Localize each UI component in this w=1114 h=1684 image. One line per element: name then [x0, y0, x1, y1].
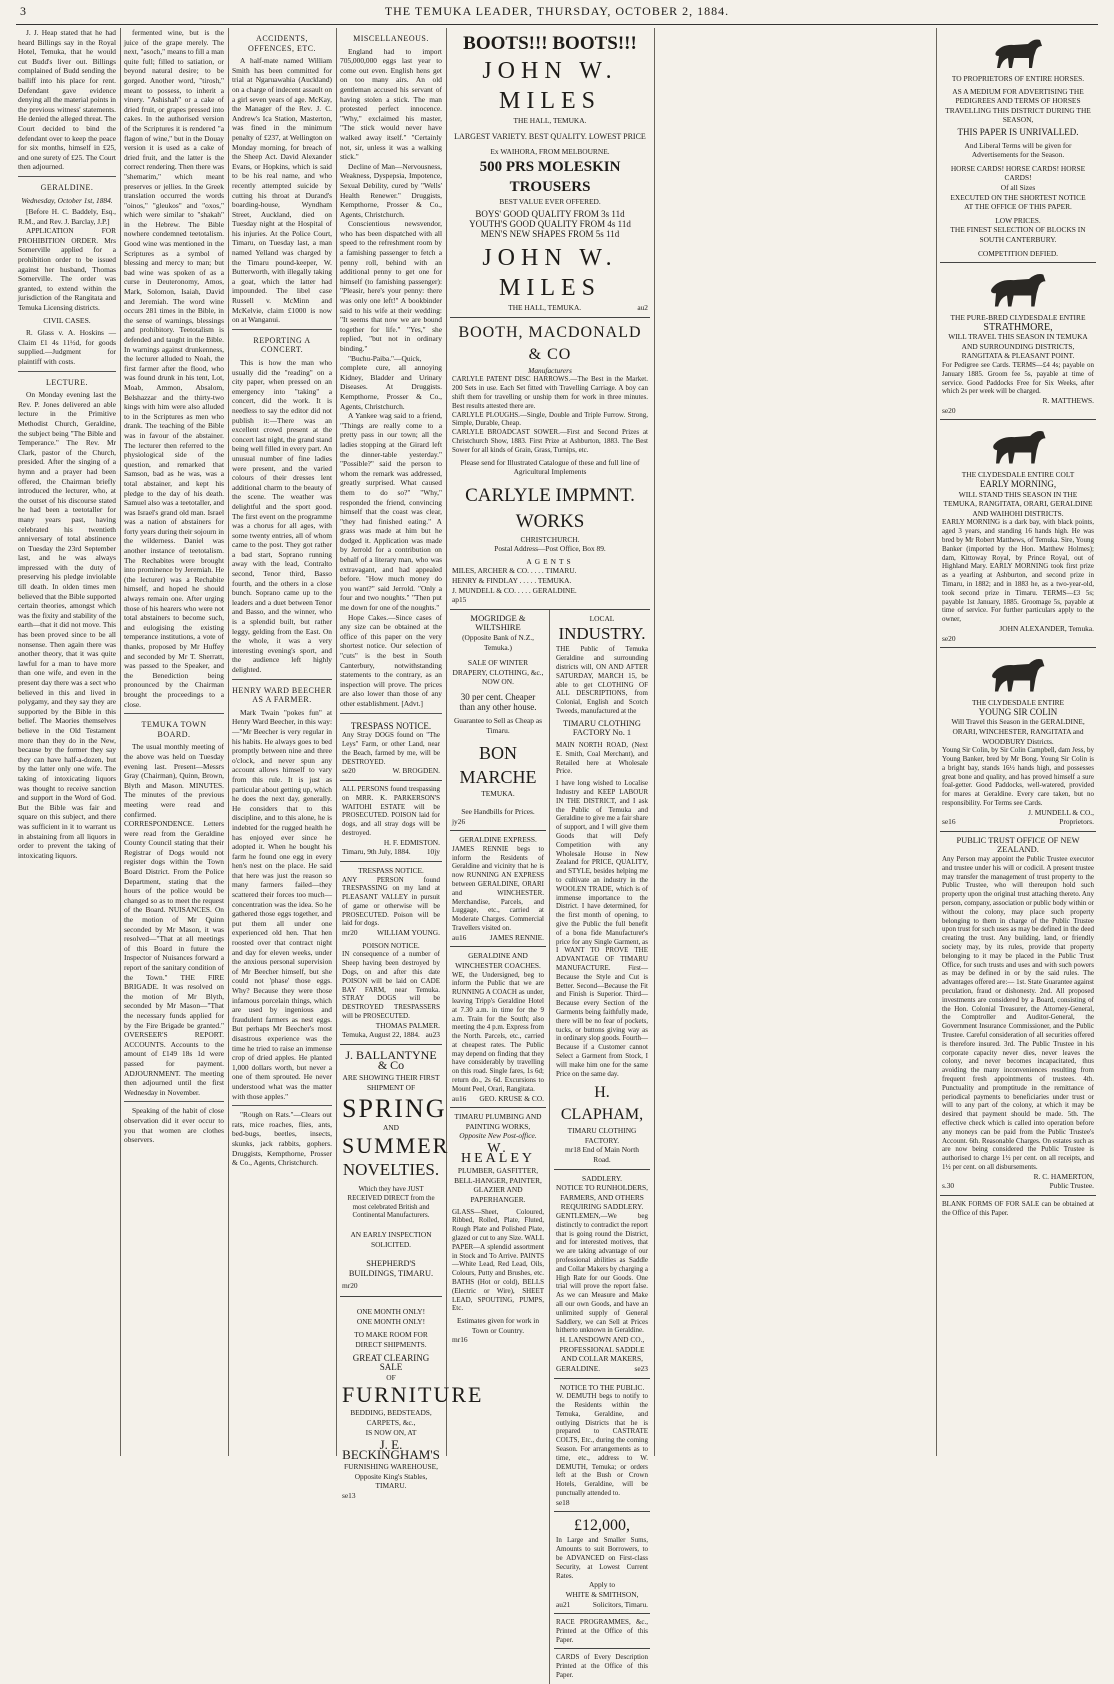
- ad-code: jy26: [452, 816, 466, 826]
- coaches-signature: GEO. KRUSE & CO.: [479, 1093, 544, 1103]
- postal-address: Postal Address—Post Office, Box 89.: [494, 544, 606, 554]
- competition-defied: COMPETITION DEFIED.: [977, 248, 1059, 258]
- coaches-ad: [450, 947, 546, 1108]
- mens-price: MEN'S NEW SHAPES FROM 5s 11d: [480, 228, 620, 239]
- largest-variety: LARGEST VARIETY. BEST QUALITY. LOWEST PRICE: [454, 131, 646, 141]
- early-inspection: AN EARLY INSPECTION SOLICITED.: [350, 1230, 432, 1249]
- civil-cases-text: R. Glass v. A. Hoskins — Claim £1 4s 11½d, for goods supplied.—Judgment for plaintiff with costs.: [18, 328, 116, 366]
- lecture-heading: LECTURE.: [46, 377, 88, 387]
- geraldine-express-ad: [450, 831, 546, 947]
- ad-code: se20: [942, 633, 956, 643]
- bon-marche-title: BON MARCHE: [459, 743, 537, 788]
- boots-title: BOOTS!!! BOOTS!!!: [463, 33, 637, 54]
- industry-text-2: I have long wished to Localise Industry and KEEP LABOUR IN THE DISTRICT, and I ask the Public of Temuka and Geraldine to give me a fair share of support, and I will give them Goods that will Defy Competition with any Wholesale House in New Zealand for PRICE, QUALITY, and STYLE, besides helping me to cultivate an industry in the WOOLEN TRADE, which is of immense importance to the District. I have determined, for the first month of opening, to give the Public the full benefit of a bona fide Manufacturer's price for any Single Garment, as I WANT TO PROVE THE ADVANTAGE OF TIMARU MANUFACTURE. First—Because the Style and Cut is Better. Second—Because the Fit and Finish is Superior. Third—Because every Section of the Garments being faithfully made, there will be no fear of pockets, tucks, or buttons giving way as in ordinary slop goods. Fourth—Because if a Customer cannot Select a Garment from Stock, I will make him one for the same Price on the same day.: [556, 779, 648, 1078]
- public-trust-text: Any Person may appoint the Public Trustee executor and trustee under his will or codicil. A present trustee may transfer the management of trust property to the Public Trustee, who will thereupon hold such property upon the original trust attaching thereto. Any person, company, association or public body within or without the colony, may place such property belonging to them in charge of the Public Trustee upon trust for such uses as may be defined in the deed creating the trust. Any building, land, or friendly society may, by its rules, provide that property belonging to it may be placed in the Public Trust Office, for such trusts and uses and with such powers as may be defined in or by the said rules. The advantages offered are:— 1st. State Guarantee against peculation, fraud or dishonesty. 2nd. All proposed investments are considered by a Board, consisting of the Hon. Colonial Treasurer, the Attorney-General, the Comptroller and Auditor-General, the Government Insurance Commissioner, and the Public Trustee. Careful consideration of all securities offered is therefore insured. 3rd. The Public Trustee in his corporate capacity never dies, never leaves the colony, and never becomes incapacitated, thus avoiding the many inconveniences resulting from frequent fresh appointments of trustees. 4th. Punctuality and promptitude in the remittance of periodical payments to beneficiaries under trust or will to any part of the colony, at which it may be desired that payment should be made. 5th. The effective check which is called into operation before any moneys can be paid from the Public Trustee's Account. 6th. Reasonable Charges. On estates such as are now being considered the Public Trustee is authorised to charge 1½ per cent. on all receipts, and 1½ per cent. on all disbursements.: [942, 855, 1094, 1171]
- poison-signature: THOMAS PALMER.: [375, 1020, 440, 1030]
- cards-ad: [554, 1649, 650, 1683]
- of-label: OF: [386, 1372, 396, 1382]
- column-rule: [446, 28, 447, 1456]
- industry-intro: LOCAL: [589, 613, 615, 623]
- youths-price: YOUTH'S GOOD QUALITY FROM 4s 11d: [469, 218, 631, 229]
- coaches-heading: GERALDINE AND WINCHESTER COACHES.: [455, 951, 541, 970]
- colin-signature: J. MUNDELL & CO.,: [1028, 807, 1094, 817]
- miles-address: THE HALL, TEMUKA.: [513, 116, 587, 125]
- divider: [18, 176, 116, 177]
- column-rule: [654, 28, 655, 1456]
- buchu-ad: "Buchu-Paiba."—Quick, complete cure, all annoying Kidney, Bladder and Urinary Diseases. At Druggists. Kempthorne, Prosser & Co., Agents, Christchurch.: [340, 353, 442, 411]
- hops-notice: Hope Cakes.—Since cases of any size can be obtained at the office of this paper on the very shortest notice. Our selection of "cuts" is the best in South Canterbury, notwithstanding statements to the contrary, as an inspection will prove. The prices are also lower than those of any other establishment. [Advt.]: [340, 612, 442, 708]
- express-text: JAMES RENNIE begs to inform the Residents of Geraldine and vicinity that he is now RUNNING AN EXPRESS between GERALDINE, ORARI and WINCHESTER. Merchandise, Parcels, and Luggage, etc., carried at Moderate Charges. Commercial Travellers visited on.: [452, 844, 544, 932]
- misc-text: England had to import 705,000,000 eggs last year to come out even. English hens get on too many airs. An old gentleman accused his servant of having stolen a stick. The man protested perfect innocence. "Why," exclaimed his master, "The stick would never have walked away itself." "Certainly not, sir, unless it was a walking stick.": [340, 46, 442, 162]
- page-number: 3: [20, 4, 27, 18]
- poison-heading: POISON NOTICE.: [362, 940, 420, 950]
- plumbing-address: Opposite New Post-office.: [459, 1131, 537, 1141]
- clothing-factory-title: TIMARU CLOTHING FACTORY No. 1: [563, 718, 641, 738]
- horse-illustration: [985, 426, 1051, 468]
- column-1: [18, 28, 116, 1456]
- percent-cheaper: 30 per cent. Cheaper than any other house.: [459, 692, 537, 712]
- trespass-signature: WILLIAM YOUNG.: [377, 928, 440, 938]
- column-3: [232, 28, 332, 1456]
- colin-travel: Will Travel this Season in the GERALDINE, ORARI, WINCHESTER, RANGITATA and WOODBURY Districts.: [951, 717, 1085, 746]
- poison-text: IN consequence of a number of Sheep having been destroyed by Dogs, on and after this date POISON will be laid on CADE BAY FARM, near Temuka. STRAY DOGS will be DESTROYED TRESPASSERS will be PROSECUTED.: [342, 950, 440, 1021]
- ad-code: au21: [556, 1599, 571, 1609]
- horse-cards: HORSE CARDS! HORSE CARDS! HORSE CARDS!: [950, 163, 1086, 183]
- ad-code: se23: [634, 1363, 648, 1373]
- strathmore-heading: THE PURE-BRED CLYDESDALE ENTIRE: [950, 313, 1086, 323]
- masthead-title: THE TEMUKA LEADER, THURSDAY, OCTOBER 2, 1884.: [384, 4, 730, 18]
- furniture-items: BEDDING, BEDSTEADS, CARPETS, &c.,: [350, 1408, 432, 1427]
- colin-name: YOUNG SIR COLIN: [978, 706, 1058, 717]
- and-label: AND: [382, 1123, 399, 1133]
- manufacturers-label: Manufacturers: [528, 365, 572, 375]
- clapham-factory: TIMARU CLOTHING FACTORY.: [567, 1126, 637, 1145]
- horse-illustration: [988, 34, 1048, 72]
- finest-blocks: THE FINEST SELECTION OF BLOCKS IN SOUTH CANTERBURY.: [950, 225, 1086, 244]
- miles-name: JOHN W. MILES: [482, 245, 618, 302]
- booth-title: BOOTH, MACDONALD & CO: [458, 323, 642, 363]
- clearing-sale: GREAT CLEARING SALE: [352, 1352, 430, 1373]
- beecher-text: Mark Twain "pokes fun" at Henry Ward Beecher, in this way:—"Mr Beecher is very regular in his habits. He always goes to bed promptly between nine and three o'clock, and never spun any account allows himself to vary from this rule. It is just as particular about getting up, which he does the next day, generally. He considers that to this discipline, and to this alone, he is indebted for the rugged health he has enjoyed ever since he adopted it. When he bought his farm he found one egg in every hen's nest on the place. He said that here was just the reason so many farmers failed—they scattered their forces too much—concentration was the idea. So he gathered those eggs together, and put them all under one experienced old hen. That hen roosted over that contract night and day for eleven weeks, under the anxious personal supervision of Mr Beecher himself, but she could not 'phase' those eggs. Why? Because they were those infamous porcelain things, which are used by ingenious and fraudulent farmers as nest eggs. But perhaps Mr Beecher's most disastrous experience was the time he tried to raise an immense crop of dried apples. He planted 1,000 dollars worth, but never a one of them sprouted. He never understood what was the matter with those apples.": [232, 707, 332, 1101]
- express-signature: JAMES RENNIE.: [489, 932, 544, 942]
- healey-trade: PLUMBER, GASFITTER, BELL-HANGER, PAINTER, GLAZIER AND PAPERHANGER.: [454, 1166, 542, 1205]
- trespass-text: ALL PERSONS found trespassing on MRR. K. PARKERSON'S WAITOHI ESTATE will be PROSECUTED. POISON laid for dogs, and all stray dogs will be destroyed.: [342, 784, 440, 837]
- mogridge-ad: [450, 610, 546, 831]
- ad-code: au2: [637, 303, 648, 313]
- plumbing-heading: TIMARU PLUMBING AND PAINTING WORKS,: [454, 1112, 542, 1131]
- ad-code: 10jy: [426, 847, 440, 857]
- moleskin-title: 500 PRS MOLESKIN TROUSERS: [479, 158, 621, 195]
- strathmore-terms: For Pedigree see Cards. TERMS—£4 4s; payable on January 1885. Groom fee 5s, payable at time of service. Good Paddocks Free for Six Weeks, after which 2s per week will be charged.: [942, 361, 1094, 396]
- mogridge-title: MOGRIDGE & WILTSHIRE: [470, 612, 526, 633]
- column-5: [450, 28, 650, 1680]
- healey-estimates: Estimates given for work in Town or Country.: [456, 1316, 540, 1335]
- town-board-text: The usual monthly meeting of the above was held on Tuesday evening last. Present—Messrs Gray (Chairman), Quinn, Brown, Blyth and Mason. MINUTES. The minutes of the previous meeting were read and confirmed. CORRESPONDENCE. Letters were read from the Geraldine County Council stating that their Registrar of Dogs would not register dogs within the Town Board District. From the Police Department, stating that the hours of the police would be changed so as to meet the request of the Board. NUISANCES. On the motion of Mr Quinn seconded by Mr Mason, it was resolved—"That at all meetings of this Board in future the Inspector of Nuisances forward a report of the sanitary condition of the Town." THE FIRE BRIGADE. It was resolved on the motion of Mr Blyth, seconded by Mr Mason—"That the necessary funds applied for by the Fire Brigade be granted." OVERSEER'S REPORT. ACCOUNTS. Accounts to the amount of £149 18s 1d were passed for payment. ADJOURNMENT. The meeting then adjourned until the first Wednesday in November.: [124, 742, 224, 1097]
- colin-proprietors: Proprietors.: [1059, 817, 1094, 827]
- solicitor-name: WHITE & SMITHSON,: [565, 1589, 639, 1599]
- ad-code: mr16: [452, 1335, 468, 1345]
- colt-body: EARLY MORNING is a dark bay, with black points, aged 3 years, and standing 16 hands high. He was bred by Mr Robert Matthews, of Temuka. Sire, Young Banker (imported by the Hon. Matthew Holmes); dam, Kittoway Royal, by Prince Royal, out of Highland Mary. EARLY MORNING took first prize as a yearling at Ashburton, and second prize in Timaru, in 1882; and in 1883 he, as a two-year-old, took second prize in Timaru. TERMS—£3 5s; payable 1st January, 1885. Groomage 5s, payable at time of service. For further particulars apply to the owner,: [942, 518, 1094, 624]
- strathmore-ad: [940, 263, 1096, 420]
- accidents-text: A half-mate named William Smith has been committed for trial at Ngaruawahia (Auckland) on a charge of indecent assault on a girl seven years of age. McKay, the Manager of the Rev. J. C. Andrew's Ica Station, Masterton, was fined in the minimum penalty of £237, at Wellington on Monday morning, for breach of the Sheep Act. David Alexander Evans, or Hopkins, which is said to be his real name, and who recently attempted suicide by cutting his throat at Durand's boarding-house, Wyndham Street, Auckland, died on Tuesday night at the Hospital of his injuries. At the Police Court, Timaru, on Tuesday last, a man named Yelland was charged by the Timaru pound-keeper, W. Butterworth, with illegally taking a goat, which the latter had impounded. The libel case Russell v. McMinn and McKelvie, claim £1000 is now on at Wanganui.: [232, 56, 333, 325]
- industry-text: THE Public of Temuka Geraldine and surrounding districts will, ON AND AFTER SATURDAY, MARCH 15, be able to get CLOTHING OF ALL DESCRIPTIONS, from Colonial, English and Scotch Tweeds, manufactured at the: [556, 645, 648, 716]
- colt-heading: THE CLYDESDALE ENTIRE COLT: [961, 470, 1075, 480]
- misc-text-3: A Yankee wag said to a friend, "Things are really come to a pretty pass in our town; all the ladies stopping at the Girard left the dinner-table yesterday." "Possible?" said the person to whom the remark was addressed, greatly surprised. What caused them to do so?" "Why," responded the friend, convincing himself that the coast was clear, "they had finished eating." A grass was made at him but he dodged it. Application was made by Jerrold for a contribution on behalf of a literary man, who was extravagant, and had appealed before. "How much money do you want?" said Jerrold. "Only a four and two noughts." "Then put me down for one of the noughts.": [340, 411, 442, 613]
- trespass-notice-brogden: [340, 718, 442, 781]
- saddlery-ad: [554, 1170, 650, 1379]
- rough-on-rats-ad: "Rough on Rats."—Clears out rats, mice roaches, flies, ants, bed-bugs, beetles, insects, skunks, jack rabbits, gophers. Druggists, Kempthorne, Prosser & Co., Agents, Christchurch.: [232, 1110, 332, 1168]
- ad-code: au16: [452, 1093, 467, 1103]
- office-label: AT THE OFFICE OF THIS PAPER.: [964, 202, 1072, 212]
- christchurch-label: CHRISTCHURCH.: [520, 534, 580, 544]
- ad-code: s.30: [942, 1181, 955, 1191]
- agents-label: AGENTS: [526, 556, 574, 566]
- coaches-text: WE, the Undersigned, beg to inform the Public that we are RUNNING A COACH as under, leaving Tripp's Geraldine Hotel at 7.30 a.m. in time for the 9 a.m. Train for the South; also meeting the 4 p.m. Express from the North. Parcels, etc., carried at cheapest rates. The Public may depend on finding that they have considerably by travelling on this road. Single fares, 1s 6d; return do., 2s 6d. Excursions to Mount Peel, Orari, Rangitata.: [452, 970, 544, 1093]
- colt-travel: WILL STAND THIS SEASON IN THE TEMUKA, RANGITATA, ORARI, GERALDINE AND WAIHOHI DISTRICTS.: [943, 489, 1093, 518]
- miles-address: THE HALL, TEMUKA.: [508, 303, 582, 313]
- saddlery-text: GENTLEMEN,—We beg distinctly to contradict the report that is going round the District, and for interested motives, that we are taking advantage of our professional abilities as Saddle and Collar Makers by charging a High Rate for our Goods. One trial will prove the report false. As we can Measure and Make all our own Goods, and have an unlimited supply of General Saddlery, we can Sell at Prices hitherto unknown in Geraldine.: [556, 1212, 648, 1335]
- mogridge-sale: SALE OF WINTER DRAPERY, CLOTHING, &c., NOW ON.: [452, 658, 544, 687]
- ad-code: se20: [942, 405, 956, 415]
- strathmore-name: STRATHMORE,: [983, 321, 1053, 333]
- civil-cases-heading: CIVIL CASES.: [43, 315, 91, 325]
- early-morning-ad: [940, 420, 1096, 648]
- strathmore-travel: WILL TRAVEL THIS SEASON IN TEMUKA AND SURROUNDING DISTRICTS, RANGITATA & PLEASANT POINT.: [948, 332, 1088, 361]
- colin-heading: THE CLYDESDALE ENTIRE: [971, 698, 1065, 708]
- clapham-name: H. CLAPHAM,: [560, 1084, 644, 1124]
- public-notice-heading: NOTICE TO THE PUBLIC.: [559, 1382, 645, 1392]
- decline-ad: Decline of Man—Nervousness, Weakness, Dyspepsia, Impotence, Sexual Debility, cured by "Wells' Health Renewer." Druggists, Kempthorne, Prosser & Co., Agents, Christchurch.: [340, 161, 442, 219]
- trespass-text: Any Stray DOGS found on "The Leys" Farm, or other Land, near the Beach, farmed by me, will be DESTROYED.: [342, 731, 440, 766]
- young-sir-colin-ad: [940, 648, 1096, 832]
- ballantyne-text: Which they have JUST RECEIVED DIRECT from the most celebrated British and Continental Manufacturers.: [347, 1185, 435, 1220]
- trespass-signature: W. BROGDEN.: [392, 766, 440, 776]
- ad-code: se18: [556, 1497, 570, 1507]
- column-rule: [228, 28, 229, 1456]
- horse-illustration: [985, 269, 1051, 311]
- executed-notice: EXECUTED ON THE SHORTEST NOTICE: [950, 192, 1086, 202]
- geraldine-date: Wednesday, October 1st, 1884.: [21, 195, 113, 205]
- lansdown-trade: PROFESSIONAL SADDLE AND COLLAR MAKERS,: [559, 1344, 645, 1364]
- booth-macdonald-ad: [450, 318, 650, 610]
- all-sizes: Of all Sizes: [1000, 182, 1036, 192]
- masthead-rule: [16, 24, 1098, 25]
- divider: [18, 371, 116, 372]
- trespass-notice-edmiston: [340, 781, 442, 862]
- horse-illustration: [985, 654, 1051, 696]
- loan-amount: £12,000,: [574, 1517, 630, 1535]
- ballantyne-intro: ARE SHOWING THEIR FIRST SHIPMENT OF: [342, 1073, 440, 1092]
- divider: [232, 1105, 332, 1106]
- court-report: J. J. Heap stated that he had heard Billings say in the Royal Hotel, Temuka, that he would cut Budd's liver out. Billings complained of Budd sending the bailiff into his place for rent. Defendant gave evidence denying all the material points in the previous witness' statements. He denied the alleged threat. The Court decided to bind the defendant over to keep the peace for six months, himself in £25, and one surety of £25. The Court then adjourned.: [18, 28, 116, 172]
- public-trust-heading: PUBLIC TRUST OFFICE OF NEW ZEALAND.: [956, 835, 1080, 855]
- ad-code: se20: [342, 766, 356, 776]
- strathmore-signature: R. MATTHEWS.: [1042, 396, 1094, 406]
- column-5-left: [450, 610, 550, 1684]
- ad-code: mr20: [342, 1280, 358, 1290]
- best-value: BEST VALUE EVER OFFERED.: [499, 196, 601, 206]
- trespass-date: Timaru, 9th July, 1884.: [342, 847, 411, 857]
- blank-forms-ad: [940, 1196, 1096, 1222]
- column-2: [124, 28, 224, 1456]
- public-trust-title: Public Trustee.: [1049, 1181, 1094, 1191]
- geraldine-report: APPLICATION FOR PROHIBITION ORDER. Mrs Somerville applied for a prohibition order to be issued against her husband, Thomas Somerville. The order was granted, to extend within the jurisdiction of the Rangitata and Temuka Licensing districts.: [18, 226, 116, 313]
- horse-advertising-ad: [940, 28, 1096, 263]
- saddlery-notice: NOTICE TO RUNHOLDERS, FARMERS, AND OTHERS REQUIRING SADDLERY.: [556, 1183, 648, 1212]
- apply-label: Apply to: [588, 1580, 616, 1590]
- industry-title: INDUSTRY.: [558, 624, 646, 644]
- ad-code: se16: [942, 817, 956, 827]
- proprietors-heading: TO PROPRIETORS OF ENTIRE HORSES.: [951, 74, 1085, 83]
- catalogue-text: Please send for Illustrated Catalogue of these and full line of Agricultural Implements: [460, 457, 640, 477]
- ex-waihora: Ex WAIHORA, FROM MELBOURNE.: [490, 147, 610, 157]
- public-trust-ad: [940, 832, 1096, 1196]
- sower-text: CARLYLE BROADCAST SOWER.—First and Second Prizes at Christchurch Show, 1883. First Prize at Ashburton, 1883. The Best Sower for all kinds of Grain, Grass, Turnips, etc.: [452, 428, 648, 454]
- colt-signature: JOHN ALEXANDER, Temuka.: [999, 623, 1094, 633]
- beecher-heading: HENRY WARD BEECHER AS A FARMER.: [232, 685, 332, 705]
- miles-name: JOHN W. MILES: [482, 58, 618, 114]
- handbills-text: See Handbills for Prices.: [461, 806, 535, 816]
- spring-title: SPRING: [342, 1094, 447, 1124]
- disc-harrows-text: CARLYLE PATENT DISC HARROWS.—The Best in the Market. 200 Sets in use. Each Set fitted with Travelling Carriage. A boy can shift them for travelling or unship them for work in three minutes. Best results attested there are.: [452, 375, 648, 410]
- divider: [232, 679, 332, 680]
- ballantyne-name: J. BALLANTYNE & Co: [345, 1048, 437, 1072]
- ad-code: se13: [342, 1491, 356, 1501]
- medium-text: AS A MEDIUM FOR ADVERTISING THE PEDIGREES AND TERMS OF HORSES TRAVELLING THIS DISTRICT DURING THE SEASON,: [945, 86, 1091, 125]
- geraldine-before: [Before H. C. Baddely, Esq., R.M., and Rev. J. Barclay, J.P.]: [18, 207, 116, 226]
- healey-plumbing-ad: [450, 1108, 546, 1349]
- race-programmes-text: RACE PROGRAMMES, &c., Printed at the Office of this Paper.: [556, 1618, 648, 1644]
- low-prices: LOW PRICES.: [995, 215, 1041, 225]
- column-5-right: [554, 610, 650, 1684]
- accidents-heading: ACCIDENTS, OFFENCES, ETC.: [247, 34, 317, 53]
- healey-text: GLASS—Sheet, Coloured, Ribbed, Rolled, Plate, Fluted, Rough Plate and Polished Plate, glazed or cut to any Size. WALL PAPER—A splendid assortment in Stock and To Arrive. PAINTS—White Lead, Red Lead, Oils, Colours, Putty and Brushes, etc. BATHS (Hot or cold), BELLS (Electric or Wire), SHEET LEAD, SPOUTING, PUMPS, Etc.: [452, 1207, 544, 1313]
- trespass-notice-young: [340, 862, 442, 1045]
- divider: [340, 713, 442, 714]
- misc-text-2: Conscientious newsvendor, who has been dispatched with all speed to the refreshment room by a famishing passenger to fetch a penny roll, behind with an additional penny to get one for himself (to famishing passenger): "Pleasir, here's your penny: there was only one left!" A bookbinder said to his wife at their wedding: "It seems that now we are bound together for life." "Yes," she replied, "but not in ordinary binding.": [340, 219, 442, 353]
- agent-line: MILES, ARCHER & CO. . . . . TIMARU.: [452, 566, 577, 576]
- misc-heading: MISCELLANEOUS.: [353, 34, 429, 43]
- geraldine-heading: GERALDINE.: [40, 182, 94, 192]
- now-on: IS NOW ON, AT: [365, 1427, 417, 1437]
- lecture-text: On Monday evening last the Rev. P. Jones delivered an able lecture in the Primitive Methodist Church, Geraldine, the subject being "The Bible and Temperance." The Rev. Mr Clark, pastor of the Church, presided. After the singing of a hymn and a prayer had been offered, the Chairman briefly introduced the lecturer, who, at the outset of his discourse stated he had been a teetotaller for many years past, having celebrated his twentieth anniversary of total abstinence on Tuesday the 23rd September last, and he was always impressed with the duty of preserving his pledge inviolable till death. In olden times men believed that the Bible supported certain theories, amongst which was the fixity and stability of the earth—that it did not move. This has been proved since to be all nonsense. Then again there was another theory, that it was quite lawful for a man to have more than one wife, and even in the present day there was a sect who believed in this and lived in polygamy, and they say they are supported by the Bible in this belief. The Maories themselves believe in the Old Testament more than they do in the New, because by the former they say they can have half-a-dozen, but by the latter only one wife. The taking of intoxicating liquors was thought to receive sanction and support in the Word of God. But the Bible was fair and square on this subject, and there was sufficient in it to warrant us in abstaining from all liquors in order to prevent the taking of intoxicating liquors.: [18, 390, 116, 860]
- healey-name: W. HEALEY: [461, 1141, 535, 1166]
- guarantee-text: Guarantee to Sell as Cheap as Timaru.: [453, 716, 543, 735]
- demuth-ad: [554, 1379, 650, 1513]
- cards-text: CARDS of Every Description Printed at the Office of this Paper.: [556, 1653, 648, 1680]
- town-board-heading: TEMUKA TOWN BOARD.: [141, 720, 207, 739]
- carlyle-works-title: CARLYLE IMPMNT. WORKS: [465, 484, 635, 532]
- divider: [232, 329, 332, 330]
- lansdown-name: H. LANSDOWN AND CO.,: [559, 1335, 645, 1345]
- summer-title: SUMMER: [342, 1133, 450, 1158]
- beckingham-address: FURNISHING WAREHOUSE, Opposite King's Stables, TIMARU.: [344, 1462, 438, 1491]
- public-trust-signature: R. C. HAMERTON,: [1033, 1171, 1094, 1181]
- ballantyne-ad: [340, 1045, 450, 1297]
- saddlery-heading: SADDLERY.: [582, 1173, 622, 1183]
- column-6: [940, 28, 1096, 1456]
- column-rule: [336, 28, 337, 1456]
- concert-heading: REPORTING A CONCERT.: [253, 335, 311, 355]
- make-room: TO MAKE ROOM FOR DIRECT SHIPMENTS.: [354, 1330, 428, 1349]
- trespass-text: ANY PERSON found TRESPASSING on my land at PLEASANT VALLEY in pursuit of game or otherwise will be PROSECUTED. Poison will be laid for dogs.: [342, 875, 440, 928]
- concert-text: This is how the man who usually did the "reading" on a city paper, when pressed on an emergency into "taking" a concert, did the work. It is needless to say the editor did not publish it:—There was an excellent crowd present at the concert last night, the grand stand being well filled in every part. An unusual number of fine ladies were present, and the varied colours of their dresses lent additional charm to the beauty of the scene. The weather was delightful and the sport good. The first event on the programme was a chorus for all ages, with some twenty entries, all of whom came to the post. They got rather a bad start, Soprano running away with the lead, Contralto second, Tenor third, Basso fourth, and the others in a close bunch. Soprano came up to the leaders and a duet between Tenor and Basso, and the winner, who is a splendid built, but rather leggy, gelding from the East. On the whole, it was a very interesting evening's sport, and the audience left highly delighted.: [232, 358, 332, 674]
- poison-date: Temuka, August 22, 1884.: [342, 1030, 420, 1040]
- agent-line: J. MUNDELL & CO. . . . . GERALDINE.: [452, 585, 577, 595]
- clothing-factory-address: MAIN NORTH ROAD, (Next E. Smith, Coal Merchant), and Retailed here at Wholesale Price.: [556, 741, 648, 776]
- bon-marche-place: TEMUKA.: [481, 789, 515, 799]
- ad-code: mr20: [342, 928, 358, 938]
- clapham-address: mr18 End of Main North Road.: [565, 1145, 639, 1165]
- liberal-terms: And Liberal Terms will be given for Advertisements for the Season.: [964, 140, 1072, 160]
- column-rule: [120, 28, 121, 1456]
- blank-forms-text: BLANK FORMS OF FOR SALE can be obtained at the Office of this Paper.: [942, 1199, 1094, 1217]
- divider: [124, 713, 224, 714]
- ad-code: au16: [452, 932, 467, 942]
- trespass-signature: H. F. EDMISTON.: [383, 837, 440, 847]
- trespass-heading: TRESPASS NOTICE.: [350, 720, 432, 731]
- ad-code: au23: [425, 1030, 440, 1040]
- loan-ad: [554, 1512, 650, 1614]
- race-programmes-ad: [554, 1614, 650, 1649]
- one-month-only: ONE MONTH ONLY!: [356, 1307, 426, 1317]
- express-heading: GERALDINE EXPRESS.: [459, 835, 537, 845]
- boys-price: BOYS' GOOD QUALITY FROM 3s 11d: [475, 209, 625, 220]
- column-rule: [936, 28, 937, 1456]
- local-industry-ad: [554, 610, 650, 1170]
- lecture-continued: fermented wine, but is the juice of the grape merely. The next, "asoch," means to fill a man quite full; filled to satiation, or beyond natural desire; to be gorged. Another word, "tirosh," meant to possess, to inherit a vinery. "Ashishah" or a cake of dried fruit, or grapes pressed into cakes. In the authorised version of the Scriptures it is rendered "a flagon of wine," but in the Douay version it is used as a cake of dried fruit, and the latter is the correct rendering. Then there was "shemarim," which meant preserves or jellies. In the Greek translation occurred the words "oinos," "gleukos" and "oxos," which were similar to "shakah" in the Hebrew. The Bible nowhere condemned teetotalism. Good wine was mentioned in the Scriptures as a symbol of blessing and mercy to man; but bad wine was spoken of as a curse in Deuteronomy, Amos, Mark, Solomon, Isaiah, David and Jeremiah. The word wine occurs 281 times in the Bible, in the sense of warnings, blessings and prohibitory. Teetotalism is defended and taught in the Bible. In warnings against drunkenness, the lecturer alluded to Noah, the first farmer after the flood, who was found drunk in his tent, Lot, Moab, Ammon, Absalom, Belshazzar and the thirty-two kings with him were also alluded to in the Scriptures as men who drank. The teaching of the Bible was in favour of the abstainer. The lecturer then referred to the physiological side of the question, and remarked that Samson, bad as he was, was a total abstainer, and kept his pledge to the day of his death. Samuel also was a teetotaller, and was Israel's grand old man. Israel was a nation of abstainers for forty years during their sojourn in the wilderness. Daniel was another instance of teetotalism. The Rechabites were brought into prominence by Jeremiah. He (the lecturer) was a Rechabite himself, and hoped he should always remain one. After urging those of his hearers who were not total abstainers to become such, and eulogising the existing temperance institutions, a vote of thanks, proposed by Mr Huffey and seconded by Mr T. Sherratt, was passed to the Speaker, and the Benediction being pronounced by the Chairman brought the proceedings to a close.: [124, 28, 224, 709]
- lansdown-place: GERALDINE.: [556, 1363, 601, 1373]
- unrivalled-text: THIS PAPER IS UNRIVALLED.: [957, 126, 1079, 137]
- colt-name: EARLY MORNING,: [979, 479, 1057, 490]
- one-month-only: ONE MONTH ONLY!: [356, 1316, 426, 1326]
- shepherds-buildings: SHEPHERD'S BUILDINGS, TIMARU.: [348, 1259, 434, 1278]
- miles-boots-ad: [450, 28, 650, 318]
- divider: [124, 1101, 224, 1102]
- solicitor-place: Solicitors, Timaru.: [592, 1599, 648, 1609]
- loan-text: In Large and Smaller Sums, Amounts to suit Borrowers, to be ADVANCED on First-class Security, at Lowest Current Rates.: [556, 1536, 648, 1580]
- trespass-heading: TRESPASS NOTICE.: [358, 865, 424, 875]
- colin-body: Young Sir Colin, by Sir Colin Campbell, dam Jess, by Young Banker, bred by Mr Bong. Young Sir Colin is a bright bay, stands 16½ hands high, and possesses great bone and quality, and has proved himself a sure foal-getter. Good Paddocks, well-watered, provided for mares at Geraldine. Every care taken, but no responsibility. For Terms see Cards.: [942, 746, 1094, 807]
- masthead: [0, 0, 1114, 22]
- column-footer: Speaking of the habit of close observation did it ever occur to you that women are clothes observers.: [124, 1106, 224, 1145]
- novelties-title: NOVELTIES.: [342, 1160, 440, 1179]
- ad-code: ap15: [452, 595, 467, 605]
- furniture-title: FURNITURE: [342, 1382, 484, 1408]
- agent-line: HENRY & FINDLAY . . . . . TEMUKA.: [452, 576, 572, 586]
- beckingham-name: J. E. BECKINGHAM'S: [342, 1437, 440, 1462]
- public-notice-text: W. DEMUTH begs to notify to the Residents within the Temuka, Geraldine, and outlying Districts that he is prepared to CASTRATE COLTS, Etc., during the coming Season. For arrangements as to time, etc., address to W. DEMUTH, Temuka; or orders left at the Bush or Crown Hotels, Geraldine, will be punctually attended to.: [556, 1392, 648, 1497]
- ploughs-text: CARLYLE PLOUGHS.—Single, Double and Triple Furrow. Strong, Simple, Durable, Cheap.: [452, 410, 648, 428]
- mogridge-address: (Opposite Bank of N.Z., Temuka.): [462, 633, 534, 652]
